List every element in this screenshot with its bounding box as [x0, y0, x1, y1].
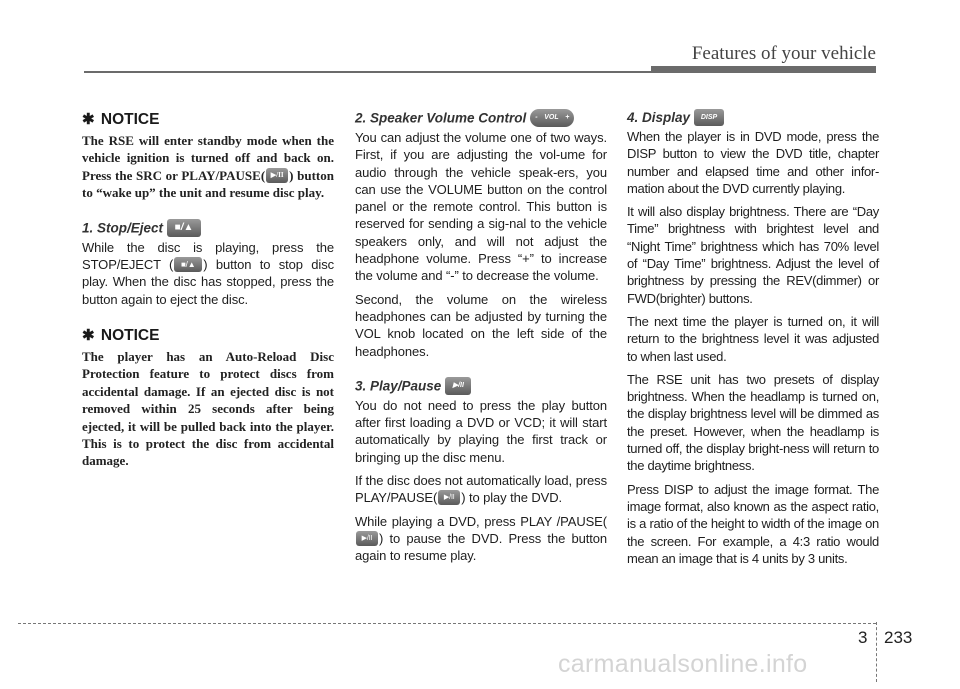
chapter-number: 3 [858, 628, 868, 647]
play-pause-text-3: While playing a DVD, press PLAY /PAUSE(▶/II ) to pause the DVD. Press the button again to resume play. [355, 513, 607, 564]
footer-divider [876, 622, 877, 682]
section-heading-display: 4. Display DISP [627, 110, 879, 127]
display-text-5: Press DISP to adjust the image format. The image format, also known as the aspect ratio, is a ratio of the height to width of the image on the screen. For example, a 4:3 ratio would mean an image that is 4 units by 3 units. [627, 481, 879, 566]
column-left [82, 110, 334, 488]
display-text-1: When the player is in DVD mode, press the DISP button to view the DVD title, chapter number and elapsed time and other infor-mation about the DVD currently playing. [627, 129, 879, 196]
watermark-text[interactable]: carmanualsonline.info [558, 650, 808, 678]
section-heading-play-pause: 3. Play/Pause ▶/II [355, 378, 607, 396]
speaker-volume-text-2: Second, the volume on the wireless headphones can be adjusted by turning the VOL knob located on the left side of the headphones. [355, 291, 607, 359]
display-text-4: The RSE unit has two presets of display brightness. When the headlamp is turned on, the display brightness level will be dimmed as the preset. However, when the headlamp is turned off, the display bright-ness will return to the daytime brightness. [627, 371, 879, 474]
play-pause-icon: ▶/II [445, 377, 471, 395]
section-heading-stop-eject: 1. Stop/Eject ■/▲ [82, 220, 334, 238]
footer-rule [18, 623, 876, 624]
play-pause-icon: ▶/II [438, 490, 460, 505]
stop-eject-text: While the disc is playing, press the STOP/EJECT ( ■/▲ ) button to stop disc play. When the disc has stopped, press the button again to eject the disc. [82, 239, 334, 307]
play-pause-icon: ▶/II [356, 531, 378, 546]
page-number: 233 [884, 628, 913, 647]
volume-control-icon: - VOL + [530, 109, 574, 127]
notice-text-standby: The RSE will enter standby mode when the vehicle ignition is turned off and back on. Press the SRC or PLAY/PAUSE( ▶/II ) button to “wake up” the unit and resume disc play. [82, 133, 334, 201]
page-header-title: Features of your vehicle [691, 43, 876, 64]
header-rule-accent [651, 66, 876, 73]
speaker-volume-text-1: You can adjust the volume one of two ways. First, if you are adjusting the vol-ume for audio through the vehicle speak-ers, you can use the VOLUME button on the control panel or the remote control. This button is reserved for sending a sig-nal to the vehicle speakers only, and will not adjust the headphone volume. Press “+” to increase the volume and “-” to decrease the volume. [355, 130, 607, 284]
disp-button-icon: DISP [694, 109, 724, 126]
play-pause-text-1: You do not need to press the play button after first loading a DVD or VCD; it will start automatically by playing the first track or bringing up the disc menu. [355, 397, 607, 465]
notice-star-icon: ✱ [82, 111, 95, 128]
notice-star-icon: ✱ [82, 326, 95, 344]
stop-eject-icon: ■/▲ [167, 219, 201, 237]
column-right [627, 110, 879, 573]
display-text-2: It will also display brightness. There are “Day Time” brightness with brightest level and “Night Time” brightness which has 70% level of “Day Time” brightness. Adjust the level of brightness by pressing the REV(dimmer) or FWD(brighter) buttons. [627, 204, 879, 306]
display-text-3: The next time the player is turned on, it will return to the brightness level it was adjusted to when last used. [627, 313, 879, 364]
column-middle [355, 110, 607, 571]
notice-text-auto-reload: The player has an Auto-Reload Disc Protection feature to protect discs from accidental damage. If an ejected disc is not removed within 25 seconds after being ejected, it will be pulled back into the player. This is to protect the disc from accidental damage. [82, 348, 334, 469]
section-heading-speaker-volume: 2. Speaker Volume Control - VOL + [355, 110, 607, 128]
notice-heading: ✱ NOTICE [82, 111, 160, 128]
play-pause-text-2: If the disc does not automatically load, press PLAY/PAUSE( ▶/II ) to play the DVD. [355, 473, 607, 506]
play-pause-icon: ▶/II [266, 168, 288, 183]
stop-eject-icon: ■/▲ [174, 257, 202, 272]
notice-heading: ✱ NOTICE [82, 326, 160, 344]
